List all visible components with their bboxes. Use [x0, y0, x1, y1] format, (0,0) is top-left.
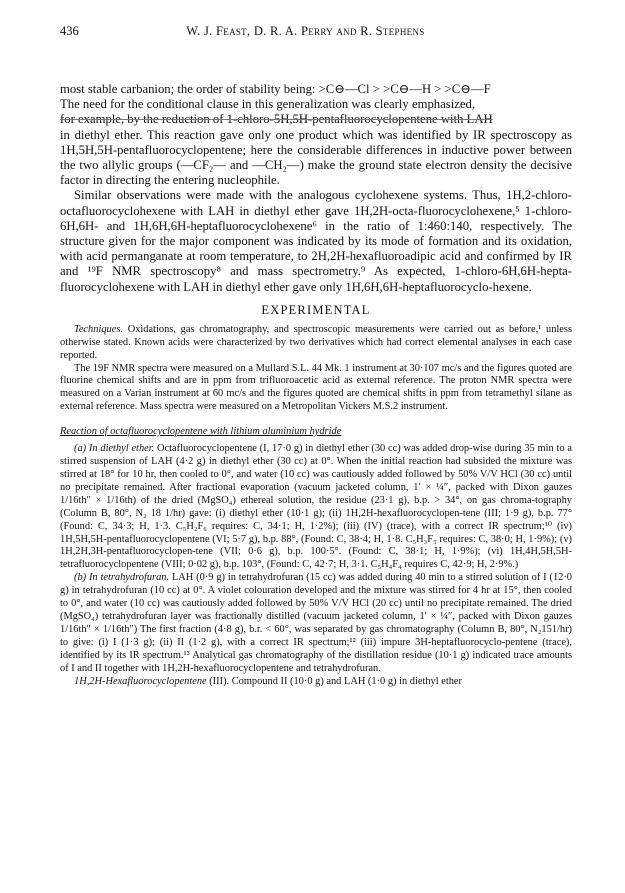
- paragraph: in diethyl ether. This reaction gave only one product which was identified by IR spectroscopy as 1H,5H,5H-pentafluorocyclopentene; here the considerable differences in inductive power between the two allylic groups (—CF₂— and —CH₂—) make the ground state electron density the decisive factor in directing the entering nucleophile.: [60, 127, 572, 188]
- procedure-a-label: (a) In diethyl ether.: [74, 443, 155, 455]
- nmr-paragraph: The 19F NMR spectra were measured on a Mullard S.L. 44 Mk. 1 instrument at 30·107 mc/s and the figures quoted are fluorine chemical shifts and are in ppm from trifluoroacetic acid as external reference. The proton NMR spectra were measured on a Varian instrument at 60 mc/s and the figures quoted are chemical shifts in ppm from tetramethyl silane as external reference. Mass spectra were measured on a Metropolitan Vickers M.S.2 instrument.: [60, 362, 572, 413]
- procedure-b-text: LAH (0·9 g) in tetrahydrofuran (15 cc) was added during 40 min to a stirred solution of I (12·0 g) in tetrahydrofuran (10 cc) at 0°. A violet colouration developed and the mixture was stirred for 4 hr at 15°, then cooled to 0°, and water (10 cc) was cautiously added followed by 50% V/V HCl (20 cc) until no precipitate remained. The dried (MgSO₄) tetrahydrofuran layer was fractionally distilled (vacuum jacketed column, 1′ × ¼″, packed with Dixon gauzes 1/16th″ × 1/16th″) The first fraction (4·8 g), b.r. < 60°, was separated by gas chromatography (Column B, 80°, N₂151/hr) to give: (i) I (1·3 g); (ii) II (1·2 g), with a correct IR spectrum;¹² (iii) impure 3H-heptafluorocyclo-pentene (trace), identified by its IR spectrum.¹³ Analytical gas chromatography of the distillation residue (10·1 g) indicated trace amounts of I and II together with 1H,2H-hexafluorocyclopentene and tetrahydrofuran.: [60, 572, 572, 674]
- paragraph-line: The need for the conditional clause in this generalization was clearly emphasized,: [60, 97, 476, 112]
- page-number: 436: [60, 24, 79, 38]
- paragraph: Similar observations were made with the analogous cyclohexene systems. Thus, 1H,2-chloro-octafluorocyclohexene with LAH in diethyl ether gave 1H,2H-octa-fluorocyclohexene,⁵ 1-chloro-6H,6H- and 1H,6H,6H-heptafluorocyclohexene⁶ in the ratio of 1:460:140, respectively. The structure given for the major component was indicated by its mode of formation and its oxidation, with acid permanganate at room temperature, to 2H,2H-hexafluoroadipic acid and confirmed by IR and ¹⁹F NMR spectroscopy⁸ and mass spectrometry.⁹ As expected, 1-chloro-6H,6H-hepta-fluorocyclohexene with LAH in diethyl ether gave only 1H,6H,6H-heptafluorocyclo-hexene.: [60, 188, 572, 294]
- section-heading: EXPERIMENTAL: [261, 302, 371, 317]
- running-header: [60, 24, 572, 44]
- procedure-text: [60, 443, 572, 688]
- running-head-authors: W. J. Feast, D. R. A. Perry and R. Stephens: [186, 24, 425, 38]
- techniques-label: Techniques.: [74, 323, 123, 335]
- paragraph-line: most stable carbanion; the order of stability being: >C⊖—Cl > >C⊖—H > >C⊖—F: [60, 82, 491, 96]
- procedure-c-label: 1H,2H-Hexafluorocyclopentene: [74, 675, 207, 687]
- experimental-text: [60, 324, 572, 414]
- techniques-text: Oxidations, gas chromatography, and spectroscopic measurements were carried out as before,¹ unless otherwise stated. Known acids were characterized by two derivatives which had correct elemental analyses in each case reported.: [60, 323, 572, 361]
- procedure-c-text: (III). Compound II (10·0 g) and LAH (1·0 g) in diethyl ether: [206, 675, 462, 687]
- page: [60, 24, 572, 688]
- procedure-b-label: (b) In tetrahydrofuran.: [74, 572, 170, 584]
- paragraph-line: for example, by the reduction of 1-chloro-5H,5H-pentafluorocyclopentene with LAH: [60, 112, 493, 127]
- subsection-heading: Reaction of octafluorocyclopentene with lithium aluminium hydride: [60, 426, 342, 438]
- main-text: [60, 82, 572, 295]
- procedure-a-text: Octafluorocyclopentene (I, 17·0 g) in diethyl ether (30 cc) was added drop-wise during 35 min to a stirred suspension of LAH (4·2 g) in diethyl ether (30 cc) at 0°. When the initial reaction had subsided the mixture was stirred at 18° for 10 hr, then cooled to 0°, and water (10 cc) was cautiously added followed by 50% V/V HCl (30 cc) until no precipitate remained. After fractional evaporation (vacuum jacketed column, 1′ × ¼″, packed with Dixon gauzes 1/16th″ × 1/16th) of the dried (MgSO₄) ethereal solution, the residue (23·1 g), b.p. > 34°, on gas chroma-tography (Column B, 80°, N₂ 18 1/hr) gave: (i) diethyl ether (10·1 g); (ii) 1H,2H-hexafluorocyclopen-tene (III; 1·9 g), b.p. 77° (Found: C, 34·3; H, 1·3. C₅H₂F₆ requires: C, 34·1; H, 1·2%); (iii) (IV) (trace), with a correct IR spectrum;¹⁰ (iv) 1H,5H,5H-pentafluorocyclopentene (VI; 5·7 g), b.p. 88°, (Found: C, 38·4; H, 1·8. C₅H₃F₅ requires: C, 38·0; H, 1·9%); (v) 1H,2H,3H-pentafluorocyclopen-tene (VII; 0·6 g), b.p. 100·5°. (Found: C, 38·1; H, 1·9%); (vi) 1H,4H,5H,5H-tetrafluorocyclopentene (VIII; 0·02 g), b.p. 103°, (Found: C, 42·7; H, 3·1. C₅H₄F₄ requires C, 42·9; H, 2·9%.): [60, 443, 572, 571]
